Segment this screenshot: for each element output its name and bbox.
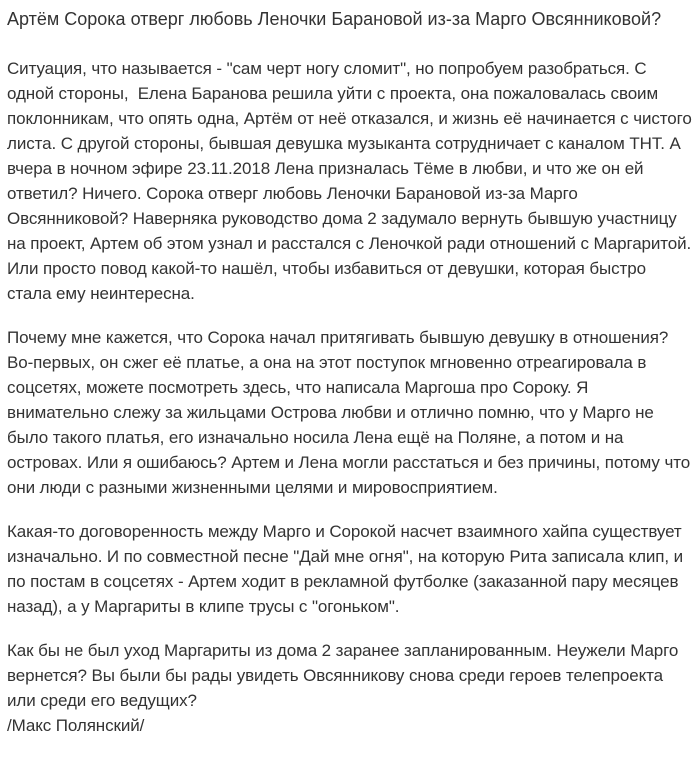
article-byline: /Макс Полянский/ xyxy=(7,716,145,735)
article-paragraph: Ситуация, что называется - "сам черт ногу сломит", но попробуем разобраться. С одной стороны, Елена Баранова решила уйти с проекта, она пожаловалась своим поклонникам, что опять одна, Артём от неё отказался, и жизнь её начинается с чистого листа. С другой стороны, бывшая девушка музыканта сотрудничает с каналом ТНТ. А вчера в ночном эфире 23.11.2018 Лена призналась Тёме в любви, и что же он ей ответил? Ничего. Сорока отверг любовь Леночки Барановой из-за Марго Овсянниковой? Наверняка руководство дома 2 задумало вернуть бывшую участницу на проект, Артем об этом узнал и расстался с Леночкой ради отношений с Маргаритой. Или просто повод какой-то нашёл, чтобы избавиться от девушки, которая быстро стала ему неинтересна. xyxy=(7,59,697,303)
article-title: Артём Сорока отверг любовь Леночки Барановой из-за Марго Овсянниковой? xyxy=(7,9,662,29)
article-paragraphs xyxy=(7,56,697,713)
article-paragraph: Какая-то договоренность между Марго и Сорокой насчет взаимного хайпа существует изначально. И по совместной песне "Дай мне огня", на которую Рита записала клип, и по постам в соцсетях - Артем ходит в рекламной футболке (заказанной пару месяцев назад), а у Маргариты в клипе трусы с "огоньком". xyxy=(7,522,688,616)
article-paragraph: Как бы не был уход Маргариты из дома 2 заранее запланированным. Неужели Марго вернется? Вы были бы рады увидеть Овсянникову снова среди героев телепроекта или среди его ведущих? xyxy=(7,641,683,710)
article-paragraph: Почему мне кажется, что Сорока начал притягивать бывшую девушку в отношения? Во-первых, он сжег её платье, а она на этот поступок мгновенно отреагировала в соцсетях, можете посмотреть здесь, что написала Маргоша про Сороку. Я внимательно слежу за жильцами Острова любви и отлично помню, что у Марго не было такого платья, его изначально носила Лена ещё на Поляне, а потом и на островах. Или я ошибаюсь? Артем и Лена могли расстаться и без причины, потому что они люди с разными жизненными целями и мировосприятием. xyxy=(7,328,695,497)
